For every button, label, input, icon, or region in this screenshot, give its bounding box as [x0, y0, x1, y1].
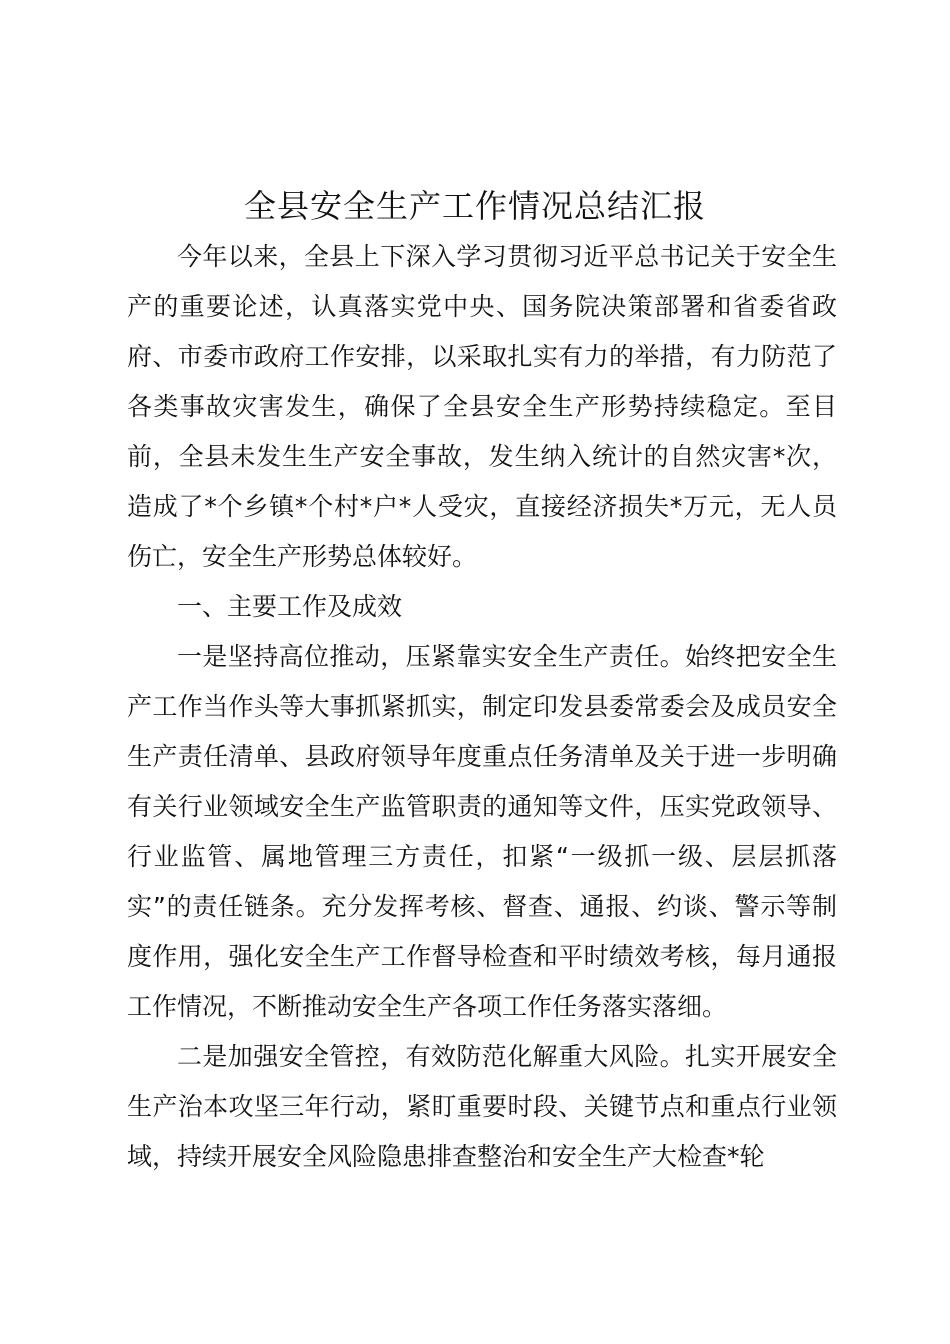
section-heading: 一、主要工作及成效 — [177, 592, 403, 621]
document-title: 全县安全生产工作情况总结汇报 — [243, 187, 706, 225]
intro-paragraph: 今年以来，全县上下深入学习贯彻习近平总书记关于安全生产的重要论述，认真落实党中央、国务院决策部署和省委省政府、市委市政府工作安排，以采取扎实有力的举措，有力防范了各类事故灾害发生，确保了全县安全生产形势持续稳定。至目前，全县未发生生产安全事故，发生纳入统计的自然灾害*次，造成了*个乡镇*个村*户*人受灾，直接经济损失*万元，无人员伤亡，安全生产形势总体较好。 — [127, 242, 837, 571]
paragraph-risk-control: 二是加强安全管控，有效防范化解重大风险。扎实开展安全生产治本攻坚三年行动，紧盯重要时段、关键节点和重点行业领域，持续开展安全风险隐患排查整治和安全生产大检查*轮 — [127, 1042, 837, 1171]
paragraph-responsibility: 一是坚持高位推动，压紧靠实安全生产责任。始终把安全生产工作当作头等大事抓紧抓实，制定印发县委常委会及成员安全生产责任清单、县政府领导年度重点任务清单及关于进一步明确有关行业领域安全生产监管职责的通知等文件，压实党政领导、行业监管、属地管理三方责任，扣紧“一级抓一级、层层抓落实”的责任链条。充分发挥考核、督查、通报、约谈、警示等制度作用，强化安全生产工作督导检查和平时绩效考核，每月通报工作情况，不断推动安全生产各项工作任务落实落细。 — [127, 642, 837, 1021]
document-body — [127, 232, 837, 1182]
